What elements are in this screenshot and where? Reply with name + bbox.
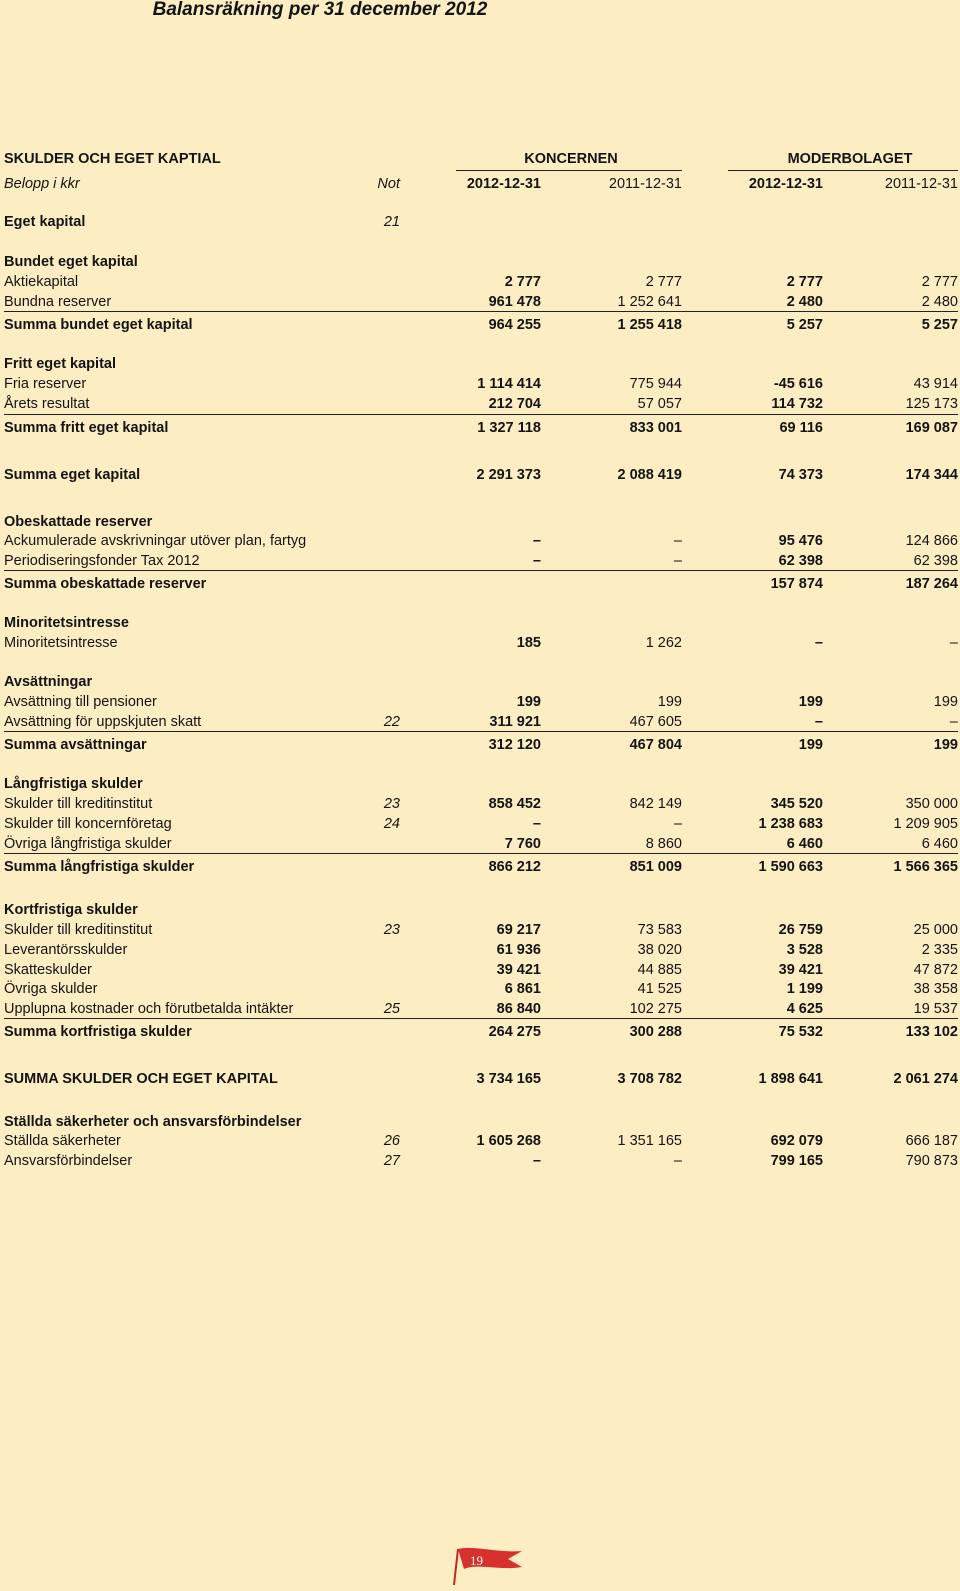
sum-label: Summa fritt eget kapital <box>4 420 169 436</box>
sum-label: Summa avsättningar <box>4 737 147 753</box>
sum-rule <box>4 853 958 854</box>
cell-value: 692 079 <box>770 1133 823 1149</box>
cell-value: 102 275 <box>629 1001 682 1017</box>
cell-value: – <box>532 816 541 832</box>
row-label: Ställda säkerheter <box>4 1133 121 1149</box>
cell-value: 300 288 <box>629 1024 682 1040</box>
cell-value: 199 <box>798 694 823 710</box>
cell-value <box>722 512 823 532</box>
cell-value: 39 421 <box>496 962 541 978</box>
cell-value: 2 777 <box>504 274 541 290</box>
note-ref <box>372 960 400 980</box>
cell-value: 1 252 641 <box>617 294 682 310</box>
cell-value <box>580 354 682 374</box>
cell-value <box>860 212 958 232</box>
page-number: 19 <box>470 1553 483 1568</box>
cell-value: 133 102 <box>905 1024 958 1040</box>
cell-value: 350 000 <box>905 796 958 812</box>
cell-value: 2 777 <box>645 274 682 290</box>
cell-value <box>860 900 958 920</box>
cell-value: 43 914 <box>913 376 958 392</box>
row-label: Skulder till koncernföretag <box>4 816 172 832</box>
cell-value: 73 583 <box>637 922 682 938</box>
cell-value: 3 734 165 <box>476 1071 541 1087</box>
note-ref: 23 <box>383 922 400 938</box>
cell-value: 6 460 <box>786 836 823 852</box>
section-title: SKULDER OCH EGET KAPTIAL <box>4 151 221 167</box>
sum-label: Summa kortfristiga skulder <box>4 1024 192 1040</box>
group-rule-koncernen <box>456 170 682 171</box>
cell-value: 2 777 <box>786 274 823 290</box>
cell-value: 3 708 782 <box>617 1071 682 1087</box>
cell-value: 199 <box>516 694 541 710</box>
cell-value <box>440 354 541 374</box>
cell-value: 858 452 <box>488 796 541 812</box>
cell-value: 6 460 <box>921 836 958 852</box>
cell-value: 345 520 <box>770 796 823 812</box>
cell-value: 2 480 <box>921 294 958 310</box>
note-ref: 21 <box>383 214 400 230</box>
sum-label: Summa långfristiga skulder <box>4 859 195 875</box>
note-ref <box>372 857 400 877</box>
cell-value: 1 898 641 <box>758 1071 823 1087</box>
row-label: Aktiekapital <box>4 274 79 290</box>
cell-value <box>580 252 682 272</box>
sum-label: SUMMA SKULDER OCH EGET KAPITAL <box>4 1071 278 1087</box>
cell-value <box>860 613 958 633</box>
note-ref <box>372 774 400 794</box>
cell-value: 124 866 <box>905 533 958 549</box>
note-ref <box>372 1022 400 1042</box>
cell-value: 69 217 <box>496 922 541 938</box>
cell-value <box>860 1112 958 1132</box>
note-ref <box>372 272 400 292</box>
row-label: Ackumulerade avskrivningar utöver plan, fartyg <box>4 533 307 549</box>
cell-value: 47 872 <box>913 962 958 978</box>
cell-value: 1 255 418 <box>617 317 682 333</box>
cell-value <box>722 774 823 794</box>
cell-value: 62 398 <box>913 553 958 569</box>
cell-value: – <box>532 553 541 569</box>
cell-value <box>860 774 958 794</box>
cell-value: 4 625 <box>786 1001 823 1017</box>
row-label: Periodiseringsfonder Tax 2012 <box>4 553 200 569</box>
note-ref <box>372 1112 400 1132</box>
cell-value <box>722 613 823 633</box>
row-label: Övriga skulder <box>4 981 98 997</box>
cell-value: 19 537 <box>913 1001 958 1017</box>
row-label: Upplupna kostnader och förutbetalda intäkter <box>4 1001 294 1017</box>
section-heading: Bundet eget kapital <box>4 254 138 270</box>
cell-value <box>722 354 823 374</box>
section-heading: Kortfristiga skulder <box>4 902 138 918</box>
cell-value: 212 704 <box>488 396 541 412</box>
cell-value <box>722 900 823 920</box>
cell-value <box>440 672 541 692</box>
note-ref <box>372 315 400 335</box>
cell-value: – <box>814 714 823 730</box>
cell-value: 1 238 683 <box>758 816 823 832</box>
cell-value <box>440 900 541 920</box>
note-header: Not <box>377 176 400 192</box>
cell-value: 61 936 <box>496 942 541 958</box>
col-header-koncernen-2012: 2012-12-31 <box>466 176 541 192</box>
cell-value: 8 860 <box>645 836 682 852</box>
note-ref: 25 <box>383 1001 400 1017</box>
cell-value: – <box>532 1153 541 1169</box>
note-ref <box>372 633 400 653</box>
cell-value: 866 212 <box>488 859 541 875</box>
section-heading: Avsättningar <box>4 674 93 690</box>
cell-value: 25 000 <box>913 922 958 938</box>
section-heading: Obeskattade reserver <box>4 514 153 530</box>
cell-value: – <box>673 816 682 832</box>
cell-value: 7 760 <box>504 836 541 852</box>
section-heading: Eget kapital <box>4 214 86 230</box>
cell-value <box>580 672 682 692</box>
cell-value: 1 566 365 <box>893 859 958 875</box>
note-ref <box>372 465 400 485</box>
cell-value: 1 209 905 <box>893 816 958 832</box>
cell-value: 1 327 118 <box>477 420 541 436</box>
cell-value: 842 149 <box>629 796 682 812</box>
cell-value: 1 262 <box>645 635 682 651</box>
cell-value: 964 255 <box>488 317 541 333</box>
cell-value: 174 344 <box>905 467 958 483</box>
group-moderbolaget: MODERBOLAGET <box>787 151 913 167</box>
cell-value: 38 358 <box>913 981 958 997</box>
cell-value: 5 257 <box>921 317 958 333</box>
cell-value <box>580 613 682 633</box>
cell-value: – <box>949 635 958 651</box>
row-label: Övriga långfristiga skulder <box>4 836 172 852</box>
row-label: Skulder till kreditinstitut <box>4 922 153 938</box>
cell-value: 95 476 <box>778 533 823 549</box>
cell-value <box>440 574 541 594</box>
note-ref: 22 <box>383 714 400 730</box>
cell-value: 2 480 <box>786 294 823 310</box>
sum-label: Summa eget kapital <box>4 467 141 483</box>
cell-value: 187 264 <box>905 576 958 592</box>
cell-value: 199 <box>933 737 958 753</box>
cell-value: 2 291 373 <box>476 467 541 483</box>
cell-value: 799 165 <box>770 1153 823 1169</box>
cell-value: 5 257 <box>786 317 823 333</box>
cell-value: 790 873 <box>905 1153 958 1169</box>
cell-value <box>580 574 682 594</box>
note-ref <box>372 551 400 571</box>
section-heading: Minoritetsintresse <box>4 615 129 631</box>
cell-value: 39 421 <box>778 962 823 978</box>
cell-value: 74 373 <box>778 467 823 483</box>
note-ref <box>372 735 400 755</box>
cell-value: – <box>673 553 682 569</box>
cell-value: 199 <box>933 694 958 710</box>
cell-value: 69 116 <box>779 420 823 436</box>
cell-value <box>580 774 682 794</box>
cell-value <box>440 613 541 633</box>
note-ref <box>372 692 400 712</box>
note-ref <box>372 354 400 374</box>
page-title: Balansräkning per 31 december 2012 <box>152 0 488 20</box>
note-ref <box>372 834 400 854</box>
cell-value <box>580 1112 682 1132</box>
cell-value <box>860 672 958 692</box>
note-ref: 26 <box>383 1133 400 1149</box>
cell-value: 312 120 <box>488 737 541 753</box>
cell-value: 2 335 <box>921 942 958 958</box>
flag-icon <box>452 1545 532 1587</box>
cell-value: – <box>532 533 541 549</box>
cell-value <box>722 672 823 692</box>
cell-value: 199 <box>657 694 682 710</box>
note-ref: 24 <box>383 816 400 832</box>
row-label: Skatteskulder <box>4 962 92 978</box>
row-label: Avsättning för uppskjuten skatt <box>4 714 202 730</box>
cell-value: 157 874 <box>770 576 823 592</box>
note-ref <box>372 900 400 920</box>
note-ref <box>372 374 400 394</box>
note-ref <box>372 1069 400 1089</box>
cell-value: – <box>673 1153 682 1169</box>
cell-value <box>722 212 823 232</box>
cell-value: 185 <box>516 635 541 651</box>
cell-value: 264 275 <box>488 1024 541 1040</box>
cell-value: 1 114 414 <box>477 376 541 392</box>
sum-rule <box>4 731 958 732</box>
cell-value: 169 087 <box>905 420 958 436</box>
group-koncernen: KONCERNEN <box>524 151 618 167</box>
cell-value: -45 616 <box>773 376 823 392</box>
cell-value: 57 057 <box>637 396 682 412</box>
cell-value: 75 532 <box>778 1024 823 1040</box>
unit-label: Belopp i kkr <box>4 176 80 192</box>
cell-value <box>860 512 958 532</box>
cell-value: 114 732 <box>771 396 823 412</box>
cell-value <box>860 252 958 272</box>
cell-value: 1 590 663 <box>758 859 823 875</box>
section-heading: Ställda säkerheter och ansvarsförbindelser <box>4 1114 302 1130</box>
cell-value: 851 009 <box>629 859 682 875</box>
cell-value: 2 088 419 <box>617 467 682 483</box>
cell-value <box>440 774 541 794</box>
cell-value: – <box>814 635 823 651</box>
cell-value: 26 759 <box>778 922 823 938</box>
section-heading: Långfristiga skulder <box>4 776 143 792</box>
cell-value: 6 861 <box>504 981 541 997</box>
cell-value: 666 187 <box>905 1133 958 1149</box>
cell-value: 3 528 <box>786 942 823 958</box>
note-ref <box>372 531 400 551</box>
group-rule-moderbolaget <box>728 170 958 171</box>
cell-value: 62 398 <box>778 553 823 569</box>
cell-value: 1 605 268 <box>476 1133 541 1149</box>
cell-value: 467 605 <box>629 714 682 730</box>
sum-label: Summa obeskattade reserver <box>4 576 207 592</box>
sum-label: Summa bundet eget kapital <box>4 317 193 333</box>
cell-value: 467 804 <box>629 737 682 753</box>
cell-value: 199 <box>798 737 823 753</box>
note-ref <box>372 252 400 272</box>
cell-value: – <box>673 533 682 549</box>
cell-value <box>580 212 682 232</box>
cell-value: 775 944 <box>629 376 682 392</box>
cell-value: 311 921 <box>489 714 541 730</box>
cell-value: 2 777 <box>921 274 958 290</box>
cell-value: 125 173 <box>905 396 958 412</box>
cell-value: 1 351 165 <box>617 1133 682 1149</box>
col-header-koncernen-2011: 2011-12-31 <box>608 176 682 192</box>
cell-value: 44 885 <box>637 962 682 978</box>
cell-value: 38 020 <box>637 942 682 958</box>
cell-value: 86 840 <box>496 1001 541 1017</box>
sum-rule <box>4 570 958 571</box>
row-label: Avsättning till pensioner <box>4 694 157 710</box>
cell-value: 2 061 274 <box>893 1071 958 1087</box>
row-label: Årets resultat <box>4 396 90 412</box>
section-heading: Fritt eget kapital <box>4 356 116 372</box>
row-label: Ansvarsförbindelser <box>4 1153 133 1169</box>
row-label: Fria reserver <box>4 376 87 392</box>
cell-value <box>580 900 682 920</box>
col-header-moderbolaget-2012: 2012-12-31 <box>748 176 823 192</box>
cell-value <box>440 252 541 272</box>
sum-rule <box>4 414 958 415</box>
cell-value: 1 199 <box>786 981 823 997</box>
col-header-moderbolaget-2011: 2011-12-31 <box>884 176 958 192</box>
cell-value <box>440 212 541 232</box>
note-ref: 23 <box>383 796 400 812</box>
note-ref <box>372 574 400 594</box>
note-ref <box>372 292 400 312</box>
note-ref <box>372 512 400 532</box>
note-ref <box>372 940 400 960</box>
cell-value: 41 525 <box>637 981 682 997</box>
note-ref <box>372 979 400 999</box>
row-label: Minoritetsintresse <box>4 635 118 651</box>
note-ref <box>372 672 400 692</box>
cell-value <box>722 1112 823 1132</box>
note-ref <box>372 394 400 414</box>
cell-value <box>722 252 823 272</box>
cell-value: – <box>949 714 958 730</box>
row-label: Skulder till kreditinstitut <box>4 796 153 812</box>
cell-value <box>440 512 541 532</box>
row-label: Leverantörsskulder <box>4 942 128 958</box>
cell-value: 833 001 <box>629 420 682 436</box>
row-label: Bundna reserver <box>4 294 112 310</box>
cell-value <box>580 512 682 532</box>
note-ref <box>372 613 400 633</box>
note-ref: 27 <box>383 1153 400 1169</box>
sum-rule <box>4 311 958 312</box>
cell-value <box>860 354 958 374</box>
cell-value <box>440 1112 541 1132</box>
cell-value: 961 478 <box>488 294 541 310</box>
sum-rule <box>4 1018 958 1019</box>
note-ref <box>372 418 400 438</box>
